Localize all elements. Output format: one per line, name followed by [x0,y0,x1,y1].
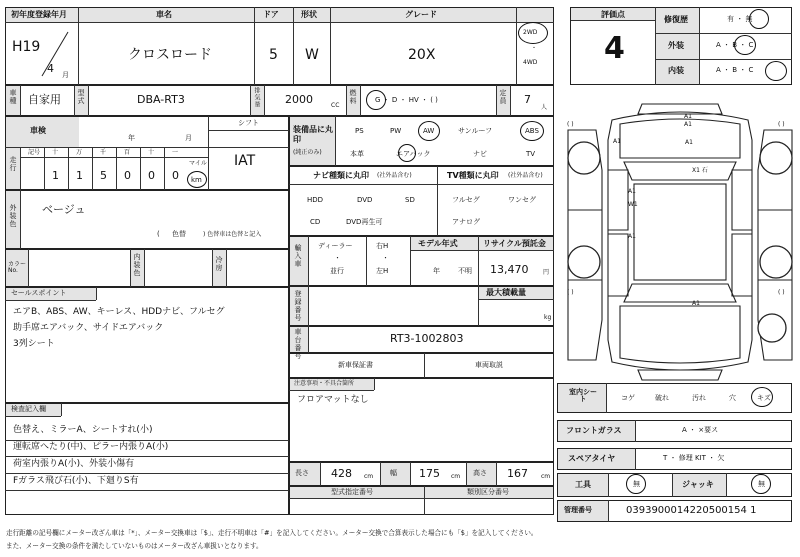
inspection-year-unit: 年 [128,134,135,142]
new-car-warranty: 新車保証書 [338,361,373,369]
notes-label: 注意事項・不具合箇所 [294,380,355,387]
diagram-paren-3: ( ) [567,289,574,296]
car-name-label: 車名 [156,10,172,19]
tv-type-sub: (社外品含む) [508,172,543,179]
mileage-digit: 0 [124,169,131,182]
ext-color-value: ベージュ [42,203,86,216]
mileage-digit-header: 万 [76,149,83,156]
car-damage-diagram [562,100,798,385]
mileage-digit-header: 十 [52,149,59,156]
footer-line-2: また、メーター交換の条件を満たしていないものはメーター改ざん車扱いとなります。 [6,542,263,550]
mileage-digit: 1 [76,169,83,182]
mileage-digit-header: 一 [172,149,179,156]
repair-label: 修復歴 [664,15,688,24]
km-label: km [191,176,202,184]
interior-score-values: A ・ B ・ C [716,66,754,74]
equip-leather: 本革 [350,150,364,158]
import-right-h: 右H [376,242,389,250]
capacity-label: 定員 [499,89,507,105]
body-shape: W [305,47,319,63]
exterior-score-values: A ・ B ・ C [716,41,754,49]
inspection-month-unit: 月 [185,134,192,142]
exterior-b-circle [734,35,756,55]
int-color-label: 内装色 [133,253,141,277]
inspector-line-4: Fガラス飛び石(小)、下廻りS有 [13,476,139,486]
cooler-label: 冷房 [215,256,223,272]
shift-value: IAT [234,153,256,169]
equipment-label: 装備品に丸印 [293,125,333,145]
interior-sheet-label: 室内シート [569,388,597,403]
length-label: 長さ [295,469,309,477]
capacity-value: 7 [524,93,531,106]
type-designation-label: 型式指定番号 [331,488,373,496]
color-paren-open: ( [157,230,160,238]
mileage-digit-header: 十 [148,149,155,156]
jack-label: ジャッキ [682,480,714,489]
tools-label: 工具 [575,480,591,489]
color-block [5,190,289,249]
damage-mark-front-1: A1 [684,113,692,120]
score-label: 評価点 [601,10,625,19]
import-dot-2: ・ [382,254,389,262]
damage-mark-roof: A1 [628,188,636,195]
sheet-hole: 穴 [729,394,736,402]
navi-type-sub: (社外品含む) [377,172,412,179]
mileage-label: 走行 [9,156,17,172]
equip-ps: PS [355,127,364,135]
capacity-unit: 人 [541,104,548,111]
equip-navi: ナビ [473,150,487,158]
sheet-scratch: キズ [757,394,771,402]
color-no-label: カラーNo. [8,261,27,274]
fuel-g-circle [366,90,386,110]
damage-mark-side: A1 [628,233,636,240]
fuel-label: 燃料 [349,89,357,105]
import-parallel: 並行 [330,267,344,275]
sheet-scratch-circle [751,387,773,407]
chassis-label: 車台番号 [294,328,302,360]
exterior-score-label: 外装 [668,41,684,50]
tv-type-label: TV種類に丸印 [447,171,499,180]
score-value: 4 [604,31,625,66]
inspector-line-1: 色替え、ミラーA、シートすれ(小) [13,425,153,435]
navi-dvd-play: DVD再生可 [346,218,383,226]
header-label-strip [6,8,553,22]
door-label: ドア [263,10,279,19]
mileage-digit: 1 [52,169,59,182]
car-name: クロスロード [128,47,212,63]
warranty-row [289,353,554,378]
model-year-label: モデル年式 [418,239,458,248]
equip-airbag-circle [398,144,416,162]
tv-fullseg: フルセグ [452,196,480,204]
drive-4wd: 4WD [523,59,538,66]
max-load-label: 最大積載量 [486,288,526,297]
mileage-digit: 0 [172,169,179,182]
usage-label: 車種 [9,89,17,105]
equip-tv: TV [526,150,536,158]
drive-2wd: 2WD [523,29,538,36]
notes-value: フロアマットなし [297,395,369,405]
equip-aw-circle [418,121,440,141]
drive-dot: ・ [531,45,538,52]
import-left-h: 左H [376,267,389,275]
ext-color-label: 外装色 [9,204,17,228]
model-value: DBA-RT3 [137,93,185,106]
spare-tire-value: T ・ 修理 KIT ・ 欠 [663,454,725,462]
tv-oneseg: ワンセグ [508,196,536,204]
model-label: 型式 [77,89,85,105]
tv-analog: アナログ [452,218,480,226]
length-value: 428 [331,467,352,480]
tools-none-circle [626,474,646,494]
usage-value: 自家用 [28,93,61,106]
spare-tire-label: スペアタイヤ [568,454,616,463]
import-dealer: ディーラー [318,242,353,250]
sheet-dirt: 汚れ [692,394,706,402]
equipment-sublabel: (純正のみ) [293,149,322,156]
import-dot: ・ [334,254,341,262]
sales-line-3: 3列シート [13,339,55,349]
max-load-unit: kg [544,314,552,321]
sheet-tear: 破れ [655,394,669,402]
diagram-paren-2: ( ) [778,121,785,128]
width-unit: cm [451,473,461,480]
height-unit: cm [541,473,551,480]
damage-mark-hood: A1 [613,138,621,145]
sales-line-2: 助手席エアバック、サイドエアバック [13,323,164,333]
equip-airbag: エアバック [396,150,431,158]
equip-abs-circle [520,121,544,141]
sheet-burn: コゲ [621,394,635,402]
sales-label: セールスポイント [11,289,67,297]
mileage-digit: 5 [100,169,107,182]
equip-pw: PW [390,127,402,135]
import-label: 輸入車 [294,244,302,268]
vehicle-manual: 車両取説 [475,361,503,369]
length-unit: cm [364,473,374,480]
damage-mark-windshield: X1 石 [692,167,708,174]
inspector-line-3: 荷室内張りA(小)、外装小傷有 [13,459,135,469]
windshield-value: A ・ ×要ス [682,426,719,434]
model-year-unit: 年 [433,267,440,275]
mile-label: マイル [189,160,207,167]
mileage-digit-header: 千 [100,149,107,156]
color-change-note: ) 色替車は色替と記入 [203,231,262,238]
shape-label: 形状 [301,10,317,19]
width-value: 175 [419,467,440,480]
displacement-value: 2000 [285,93,313,106]
navi-type-label: ナビ種類に丸印 [313,171,369,180]
mileage-digit: 0 [148,169,155,182]
color-change-label: 色替 [172,230,186,238]
class-number-label: 類別区分番号 [467,488,509,496]
damage-mark-front-2: A1 [684,121,692,128]
damage-mark-rear: A1 [692,300,700,307]
recycle-value: 13,470 [490,263,529,276]
mgmt-value: 0393900014220500154 1 [626,505,757,516]
mileage-digit-header: 記号 [28,149,41,156]
width-label: 幅 [390,469,397,477]
windshield-label: フロントガラス [566,426,622,435]
fuel-options: G ・ D ・ HV ・ ( ) [375,96,438,104]
diagram-paren-4: ( ) [778,289,785,296]
inspection-label: 車検 [30,126,46,135]
reg-year-label: 初年度登録年月 [11,10,67,19]
diagram-paren-1: ( ) [567,121,574,128]
door-count: 5 [269,47,278,63]
repair-none-circle [749,9,769,29]
footer-line-1: 走行距離の記号欄にメーター改ざん車は「*」、メーター交換車は「$」、走行不明車は「#」を記入してください。メーター交換で合算表示した場合にも「$」を記入してください。 [6,529,538,537]
inspector-line-2: 運転席へたり(中)、ピラー内張りA(小) [13,442,169,452]
grade-value: 20X [408,47,436,63]
sales-line-1: エアB、ABS、AW、キーレス、HDDナビ、フルセグ [13,307,225,317]
damage-mark-bumper: A1 [685,139,693,146]
navi-cd: CD [310,218,321,226]
navi-dvd: DVD [357,196,373,204]
chassis-value: RT3-1002803 [390,332,464,345]
mgmt-label: 管理番号 [564,506,592,514]
jack-none-circle [751,474,771,494]
reg-month-unit: 月 [62,71,69,79]
height-label: 高さ [473,469,487,477]
reg-year: H19 [12,39,41,55]
tools-value: 無 [633,480,640,488]
interior-score-label: 内装 [668,66,684,75]
registration-label: 登録番号 [294,290,302,322]
equip-abs: ABS [525,127,539,135]
navi-sd: SD [405,196,415,204]
displacement-unit: CC [331,102,340,109]
interior-c-circle [765,61,787,81]
damage-mark-door: W1 [628,201,638,208]
color-number-row [5,249,289,287]
height-value: 167 [507,467,528,480]
navi-hdd: HDD [307,196,324,204]
mileage-digit-header: 百 [124,149,131,156]
jack-value: 無 [758,480,765,488]
shift-label: シフト [238,119,259,127]
recycle-unit: 円 [543,269,550,276]
inspector-label: 検査記入欄 [11,405,46,413]
repair-values: 有 ・ 無 [727,15,753,23]
displacement-label: 排気量 [253,87,260,108]
equip-aw: AW [423,127,435,135]
equip-sunroof: サンルーフ [458,127,493,135]
reg-month: 4 [47,62,54,75]
model-year-value: 不明 [458,267,472,275]
grade-label: グレード [405,10,437,19]
recycle-label: リサイクル預託金 [483,239,546,248]
